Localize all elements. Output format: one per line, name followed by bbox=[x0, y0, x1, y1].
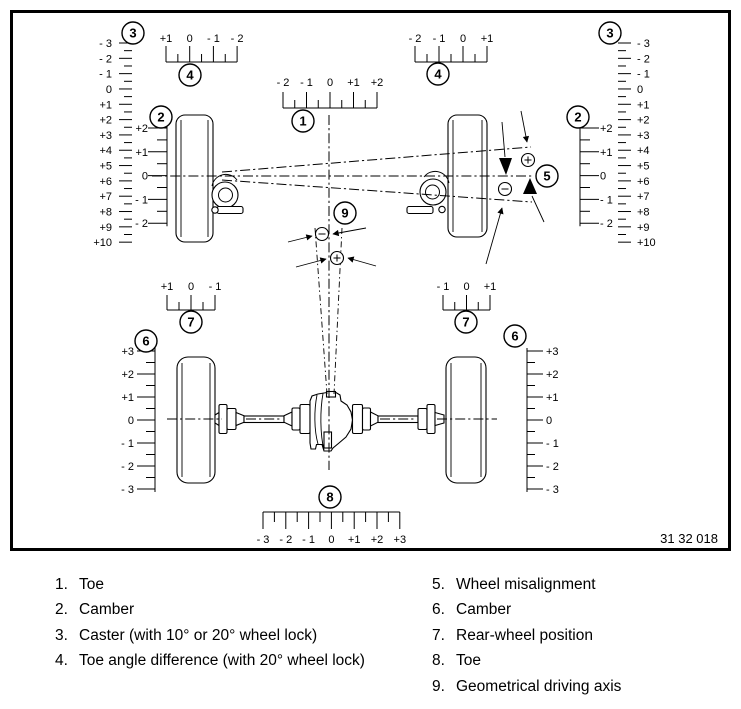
scale-label: - 3 bbox=[637, 38, 650, 50]
legend-item-text: Rear-wheel position bbox=[456, 626, 593, 644]
scale-label: - 2 bbox=[546, 461, 559, 473]
callout-number: 8 bbox=[326, 489, 334, 505]
scale-label: +10 bbox=[637, 237, 656, 250]
scale-label: +2 bbox=[99, 114, 112, 127]
legend-item-number: 7. bbox=[432, 626, 445, 644]
callout-front-camber-left bbox=[150, 106, 172, 128]
scale-label: - 1 bbox=[99, 68, 112, 81]
scale-label: 0 bbox=[187, 281, 195, 293]
legend-item-text: Camber bbox=[79, 601, 135, 619]
minus-symbol-icon bbox=[499, 183, 512, 196]
scale-label: +1 bbox=[637, 99, 650, 112]
scale-label: +1 bbox=[159, 33, 173, 45]
callout-caster-left bbox=[122, 22, 144, 44]
callout-geometrical-driving-axis bbox=[334, 202, 356, 224]
legend-item bbox=[432, 597, 621, 622]
scale-label: +1 bbox=[121, 392, 134, 404]
callout-rear-position-right bbox=[455, 311, 477, 333]
scale-label: 0 bbox=[127, 415, 134, 427]
callout-rear-camber-right bbox=[504, 325, 526, 347]
callout-number: 2 bbox=[157, 109, 165, 125]
callout-rear-toe bbox=[319, 486, 341, 508]
scale-label: - 2 bbox=[637, 53, 650, 66]
scale-label: +4 bbox=[637, 145, 650, 158]
callout-toe-angle-diff-left bbox=[179, 64, 201, 86]
scale-label: +2 bbox=[135, 123, 148, 135]
scale-label: 0 bbox=[459, 33, 467, 45]
plus-symbol-icon bbox=[331, 252, 344, 265]
callout-number: 4 bbox=[434, 66, 442, 82]
scale-label: - 2 bbox=[279, 534, 293, 546]
scale-label: +1 bbox=[160, 281, 174, 293]
scale-label: +3 bbox=[637, 129, 650, 142]
scale-label: - 1 bbox=[637, 68, 650, 81]
legend-item-number: 9. bbox=[432, 677, 445, 695]
callout-number: 3 bbox=[606, 25, 614, 41]
legend-item-number: 5. bbox=[432, 576, 445, 593]
scale-label: +4 bbox=[99, 145, 112, 158]
legend-column bbox=[55, 572, 365, 674]
scale-label: - 1 bbox=[121, 438, 134, 450]
scale-label: +2 bbox=[600, 123, 613, 135]
rear-left-wheel-icon bbox=[177, 357, 215, 483]
legend-item-number: 4. bbox=[55, 652, 68, 670]
legend-item-text: Camber bbox=[456, 601, 512, 619]
legend-item-number: 1. bbox=[55, 576, 68, 593]
scale-label: +8 bbox=[637, 206, 650, 219]
scale-label: +3 bbox=[99, 129, 112, 142]
scale-label: +1 bbox=[347, 534, 361, 546]
callout-number: 9 bbox=[341, 205, 349, 221]
scale-label: +3 bbox=[121, 346, 134, 358]
callout-number: 2 bbox=[574, 109, 582, 125]
legend-item-number: 3. bbox=[55, 626, 68, 644]
scale-label: - 1 bbox=[546, 438, 559, 450]
callout-number: 1 bbox=[299, 113, 307, 129]
scale-label: +1 bbox=[480, 33, 494, 45]
scale-label: +2 bbox=[546, 369, 559, 381]
callout-number: 5 bbox=[543, 168, 551, 184]
scale-label: - 2 bbox=[135, 218, 148, 231]
legend-item bbox=[432, 623, 621, 648]
scale-label: +6 bbox=[637, 175, 650, 188]
callout-number: 6 bbox=[142, 333, 150, 349]
scale-label: 0 bbox=[546, 415, 553, 427]
callout-number: 7 bbox=[462, 314, 470, 330]
scale-label: - 3 bbox=[256, 534, 270, 546]
scale-label: +5 bbox=[637, 160, 650, 173]
legend-item-text: Caster (with 10° or 20° wheel lock) bbox=[79, 626, 318, 644]
legend-item bbox=[55, 623, 365, 648]
scale-label: +9 bbox=[99, 221, 112, 234]
scale-label: +1 bbox=[347, 77, 360, 89]
callout-wheel-misalignment bbox=[536, 165, 558, 187]
legend-item bbox=[55, 597, 365, 622]
scale-label: +3 bbox=[546, 346, 559, 358]
scale-label: - 2 bbox=[408, 33, 422, 45]
scale-label: +5 bbox=[99, 160, 112, 173]
legend-item bbox=[55, 572, 365, 597]
scale-label: - 3 bbox=[546, 484, 559, 496]
legend-column bbox=[432, 572, 621, 699]
scale-label: - 1 bbox=[302, 534, 316, 546]
plus-symbol-icon bbox=[522, 154, 535, 167]
callout-number: 6 bbox=[511, 328, 519, 344]
legend-item bbox=[432, 572, 621, 597]
scale-label: +7 bbox=[99, 191, 112, 204]
scale-label: - 1 bbox=[300, 77, 313, 89]
scale-label: - 1 bbox=[206, 33, 220, 45]
scale-label: +6 bbox=[99, 175, 112, 188]
legend-item-text: Toe bbox=[456, 652, 481, 670]
scale-label: - 2 bbox=[600, 218, 613, 231]
scale-label: +2 bbox=[637, 114, 650, 127]
scale-label: +1 bbox=[99, 99, 112, 112]
minus-symbol-icon bbox=[316, 228, 329, 241]
legend-item-number: 8. bbox=[432, 652, 445, 670]
scale-label: - 1 bbox=[208, 281, 222, 293]
callout-front-toe bbox=[292, 110, 314, 132]
scale-label: +10 bbox=[93, 237, 112, 250]
scale-label: +1 bbox=[135, 146, 148, 159]
scale-label: - 1 bbox=[436, 281, 450, 293]
scale-label: 0 bbox=[326, 77, 334, 89]
scale-label: 0 bbox=[186, 33, 193, 45]
scale-label: - 3 bbox=[121, 484, 134, 496]
scale-label: - 2 bbox=[99, 53, 112, 66]
callout-caster-right bbox=[599, 22, 621, 44]
callout-rear-position-left bbox=[180, 311, 202, 333]
legend-item-text: Toe angle difference (with 20° wheel lock) bbox=[79, 652, 365, 670]
callout-rear-camber-left bbox=[135, 330, 157, 352]
callout-number: 7 bbox=[187, 314, 195, 330]
legend-item bbox=[432, 674, 621, 699]
scale-label: 0 bbox=[328, 534, 335, 546]
scale-label: - 2 bbox=[121, 461, 134, 473]
callout-toe-angle-diff-right bbox=[427, 63, 449, 85]
legend-item bbox=[432, 648, 621, 673]
scale-label: - 3 bbox=[99, 38, 112, 50]
callout-front-camber-right bbox=[567, 106, 589, 128]
scale-label: +1 bbox=[483, 281, 497, 293]
scale-label: - 2 bbox=[276, 77, 290, 89]
figure-number: 31 32 018 bbox=[660, 531, 718, 546]
legend-item-number: 2. bbox=[55, 601, 68, 619]
scale-label: - 1 bbox=[135, 194, 148, 207]
rear-right-wheel-icon bbox=[446, 357, 486, 483]
legend-item-text: Wheel misalignment bbox=[456, 576, 596, 593]
scale-label: - 1 bbox=[432, 33, 446, 45]
scale-label: +8 bbox=[99, 206, 112, 219]
scale-label: 0 bbox=[105, 83, 112, 96]
scale-label: +3 bbox=[393, 534, 407, 546]
scale-label: +7 bbox=[637, 191, 650, 204]
scale-label: 0 bbox=[600, 170, 607, 183]
scale-label: +2 bbox=[370, 534, 384, 546]
callout-number: 3 bbox=[129, 25, 137, 41]
scale-label: - 2 bbox=[230, 33, 244, 45]
legend-item-number: 6. bbox=[432, 601, 445, 619]
scale-label: +2 bbox=[121, 369, 134, 381]
legend-item-text: Geometrical driving axis bbox=[456, 677, 622, 695]
scale-label: 0 bbox=[637, 83, 644, 96]
scale-label: - 1 bbox=[600, 194, 613, 207]
diagram-border bbox=[12, 12, 730, 550]
scale-label: +1 bbox=[546, 392, 559, 404]
scale-label: 0 bbox=[463, 281, 470, 293]
scale-label: +2 bbox=[370, 77, 384, 89]
legend-item bbox=[55, 648, 365, 673]
scale-label: +9 bbox=[637, 221, 650, 234]
scale-label: 0 bbox=[141, 170, 148, 183]
legend-item-text: Toe bbox=[79, 576, 104, 593]
callout-number: 4 bbox=[186, 67, 194, 83]
scale-label: +1 bbox=[600, 146, 613, 159]
